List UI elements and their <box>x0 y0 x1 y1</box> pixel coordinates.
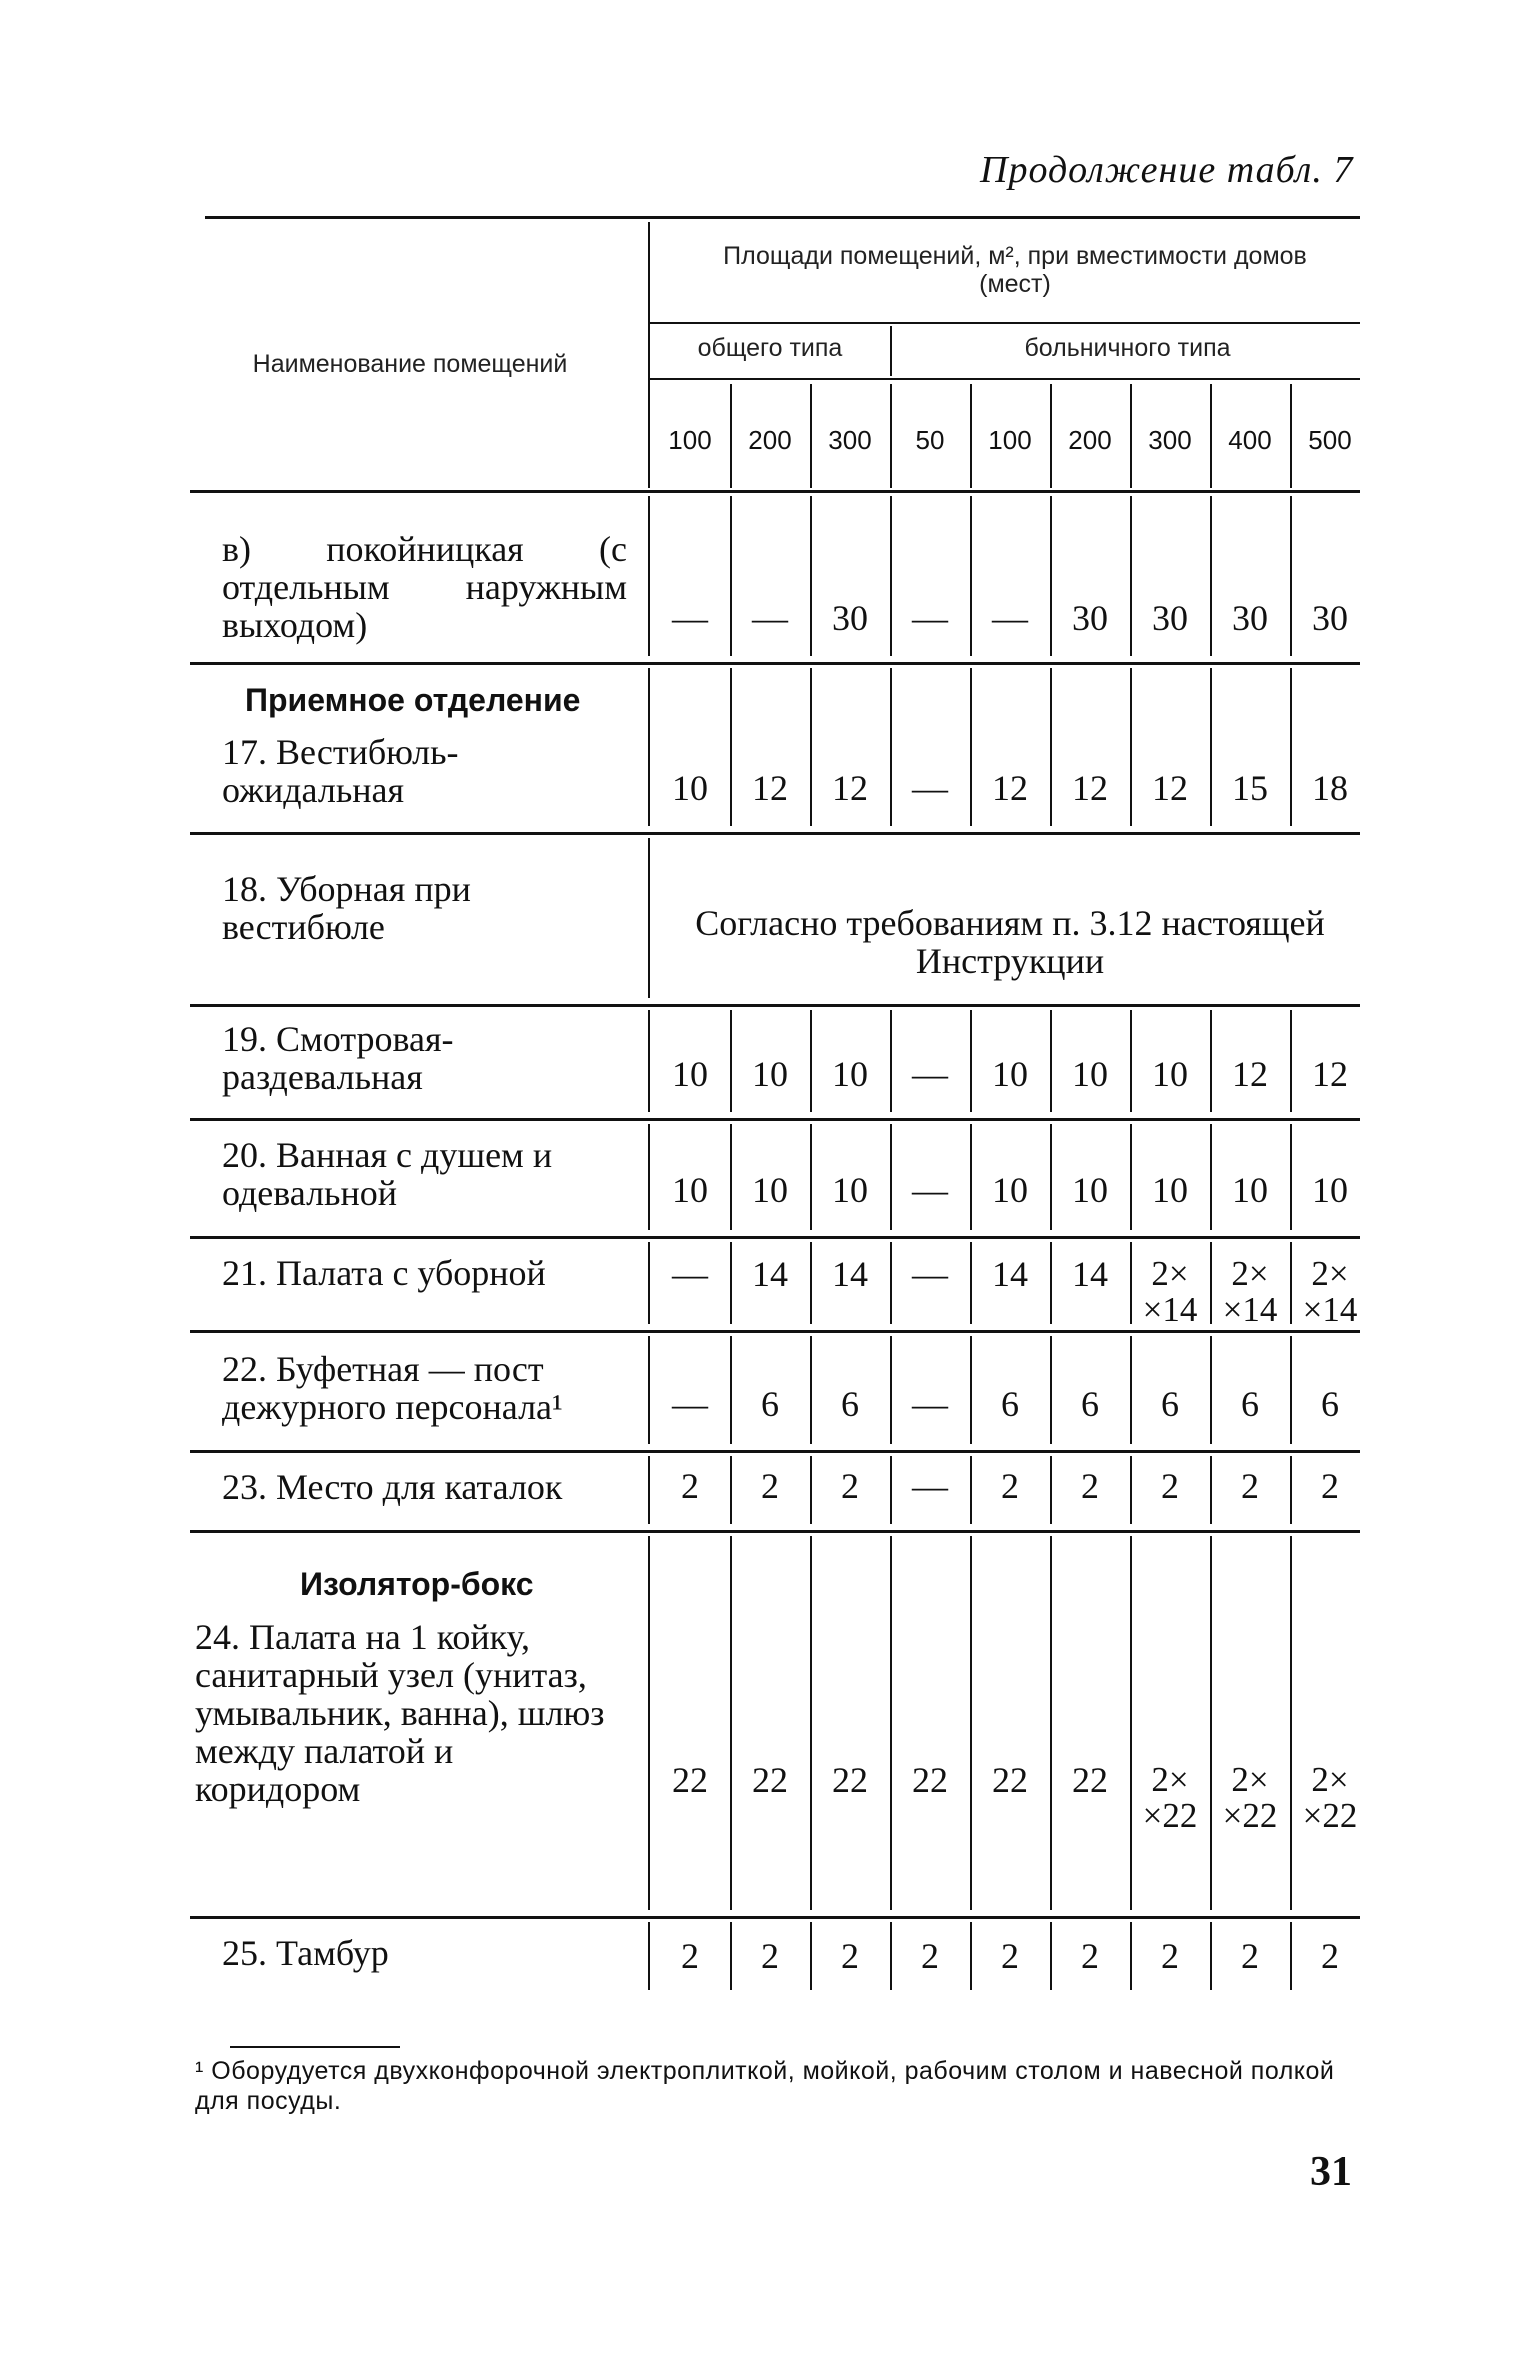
table-cell-value: 10 <box>672 1054 708 1094</box>
row-name-exam: 19. Смотровая-раздевальная <box>222 1019 454 1097</box>
table-cell-value: — <box>912 768 948 808</box>
table-cell-value: 18 <box>1312 768 1348 808</box>
capacity-header: 200 <box>1068 425 1112 455</box>
capacity-header: 200 <box>748 425 792 455</box>
table-cell-value: 2 <box>1081 1936 1099 1976</box>
table-cell-value: — <box>912 1384 948 1424</box>
table-cell-value: 14 <box>992 1254 1028 1294</box>
column-separator <box>890 326 892 376</box>
capacity-header: 300 <box>828 425 872 455</box>
table-cell-value: 30 <box>1232 598 1268 638</box>
footnote-rule <box>230 2046 400 2048</box>
table-top-rule <box>205 216 1360 219</box>
table-cell-value: 2× ×22 <box>1222 1760 1278 1835</box>
table-cell-value: 2 <box>1321 1466 1339 1506</box>
table-cell-value: 30 <box>832 598 868 638</box>
table-cell-value: 6 <box>1001 1384 1019 1424</box>
table-cell-value: 2 <box>921 1936 939 1976</box>
row-rule <box>190 662 1360 665</box>
table-cell-value: 10 <box>992 1054 1028 1094</box>
table-cell-value: 2 <box>1081 1466 1099 1506</box>
table-cell-value: — <box>912 598 948 638</box>
row-name-isolation-ward: 24. Палата на 1 койку, санитарный узел (унитаз, умывальник, ванна), шлюз между палатой и коридором <box>195 1617 605 1809</box>
table-cell-value: 2 <box>681 1936 699 1976</box>
table-cell-value: — <box>992 598 1028 638</box>
area-header: Площади помещений, м², при вместимости домов (мест) <box>723 242 1307 298</box>
table-cell-value: 30 <box>1312 598 1348 638</box>
table-cell-value: 2 <box>1161 1466 1179 1506</box>
row-rule <box>190 1118 1360 1121</box>
column-separator <box>810 1536 812 1910</box>
general-type-header: общего типа <box>697 334 843 362</box>
table-cell-value: 2 <box>761 1936 779 1976</box>
table-cell-value: 22 <box>832 1760 868 1800</box>
row-name-bath: 20. Ванная с душем и одевальной <box>222 1135 553 1213</box>
row-rule <box>190 1330 1360 1333</box>
column-separator <box>1130 1536 1132 1910</box>
table-cell-value: 6 <box>1081 1384 1099 1424</box>
capacity-header: 100 <box>988 425 1032 455</box>
table-cell-value: 10 <box>672 768 708 808</box>
table-cell-value: — <box>672 598 708 638</box>
table-cell-value: 2 <box>1001 1936 1019 1976</box>
section-heading: Приемное отделение <box>245 682 581 718</box>
table-cell-value: 6 <box>761 1384 779 1424</box>
row-rule <box>190 1236 1360 1239</box>
table-cell-value: 2 <box>681 1466 699 1506</box>
table-cell-value: 12 <box>752 768 788 808</box>
header-bottom-rule <box>190 490 1360 493</box>
section-heading: Изолятор-бокс <box>300 1566 534 1602</box>
table-cell-value: 10 <box>1312 1170 1348 1210</box>
table-cell-value: 12 <box>1232 1054 1268 1094</box>
table-cell-value: 14 <box>1072 1254 1108 1294</box>
column-separator <box>1290 1536 1292 1910</box>
table-cell-value: 2× ×22 <box>1142 1760 1198 1835</box>
column-separator <box>648 1536 650 1910</box>
table-cell-value: — <box>912 1254 948 1294</box>
table-cell-value: 2× ×14 <box>1302 1254 1358 1329</box>
capacity-header: 300 <box>1148 425 1192 455</box>
row-name-carts: 23. Место для каталок <box>222 1467 563 1507</box>
table-cell-value: 10 <box>752 1170 788 1210</box>
column-separator <box>1210 1536 1212 1910</box>
column-separator <box>890 1536 892 1910</box>
table-cell-value: 2 <box>1241 1936 1259 1976</box>
row-rule <box>190 1916 1360 1919</box>
table-cell-value: 22 <box>752 1760 788 1800</box>
row-name-ward-toilet: 21. Палата с уборной <box>222 1253 546 1293</box>
table-cell-value: 10 <box>752 1054 788 1094</box>
table-cell-value: — <box>912 1466 948 1506</box>
table-cell-value: — <box>672 1254 708 1294</box>
table-cell-value: 2× ×14 <box>1142 1254 1198 1329</box>
table-continuation-label: Продолжение табл. 7 <box>980 149 1354 191</box>
table-cell-value: 6 <box>1161 1384 1179 1424</box>
table-cell-value: 14 <box>832 1254 868 1294</box>
column-separator <box>730 1536 732 1910</box>
table-cell-value: 2 <box>841 1936 859 1976</box>
row-name-text: в) покойницкая (с отдельным наружным выходом) <box>222 529 627 645</box>
table-cell-value: 14 <box>752 1254 788 1294</box>
table-cell-value: 6 <box>1241 1384 1259 1424</box>
table-cell-value: — <box>912 1170 948 1210</box>
table-cell-value: 2× ×22 <box>1302 1760 1358 1835</box>
table-cell-value: 12 <box>1072 768 1108 808</box>
name-column-header: Наименование помещений <box>252 350 568 378</box>
table-cell-value: 10 <box>1072 1054 1108 1094</box>
row-rule <box>190 1450 1360 1453</box>
table-cell-value: 6 <box>1321 1384 1339 1424</box>
table-cell-value: 2 <box>1161 1936 1179 1976</box>
table-cell-value: 30 <box>1072 598 1108 638</box>
table-cell-value: 22 <box>1072 1760 1108 1800</box>
table-cell-value: 12 <box>832 768 868 808</box>
hospital-type-header: больничного типа <box>1024 334 1231 362</box>
table-cell-value: 22 <box>672 1760 708 1800</box>
table-cell-value: — <box>752 598 788 638</box>
column-separator <box>648 838 650 998</box>
table-cell-value: 2 <box>1241 1466 1259 1506</box>
row-rule <box>190 832 1360 835</box>
row-name-vestibule-tambur: 25. Тамбур <box>222 1933 389 1973</box>
footnote: ¹ Оборудуется двухконфорочной электроплиткой, мойкой, рабочим столом и навесной полкой для посуды. <box>195 2057 1335 2115</box>
column-separator <box>1050 1536 1052 1910</box>
table-cell-value: 10 <box>832 1054 868 1094</box>
table-cell-value: 2 <box>1321 1936 1339 1976</box>
table-cell-value: 10 <box>1152 1170 1188 1210</box>
row-name-morgue <box>222 530 627 644</box>
table-cell-value: 12 <box>1312 1054 1348 1094</box>
row-name-toilet: 18. Уборная при вестибюле <box>222 869 471 947</box>
page-number: 31 <box>1310 2149 1352 2195</box>
row-rule <box>190 1004 1360 1007</box>
table-cell-value: — <box>912 1054 948 1094</box>
table-cell-value: 30 <box>1152 598 1188 638</box>
row-name-buffet: 22. Буфетная — пост дежурного персонала¹ <box>222 1349 563 1427</box>
table-cell-value: 10 <box>992 1170 1028 1210</box>
table-cell-value: 10 <box>672 1170 708 1210</box>
row-name-vestibule: 17. Вестибюль-ожидальная <box>222 732 459 810</box>
capacity-header: 100 <box>668 425 712 455</box>
header-rule-1 <box>650 322 1360 324</box>
table-cell-value: 12 <box>1152 768 1188 808</box>
table-cell-value: — <box>672 1384 708 1424</box>
table-cell-value: 10 <box>1152 1054 1188 1094</box>
header-rule-2 <box>650 378 1360 380</box>
table-cell-value: 22 <box>912 1760 948 1800</box>
table-cell-value: 15 <box>1232 768 1268 808</box>
table-cell-value: 2× ×14 <box>1222 1254 1278 1329</box>
table-cell-value: 10 <box>832 1170 868 1210</box>
table-cell-value: 2 <box>761 1466 779 1506</box>
table-cell-value: 2 <box>841 1466 859 1506</box>
row-rule <box>190 1530 1360 1533</box>
table-cell-value: 10 <box>1072 1170 1108 1210</box>
merged-cell-instruction: Согласно требованиям п. 3.12 настоящей Инструкции <box>695 903 1325 981</box>
capacity-header: 400 <box>1228 425 1272 455</box>
column-separator <box>970 1536 972 1910</box>
table-cell-value: 10 <box>1232 1170 1268 1210</box>
table-cell-value: 12 <box>992 768 1028 808</box>
capacity-header: 500 <box>1308 425 1352 455</box>
table-cell-value: 2 <box>1001 1466 1019 1506</box>
table-cell-value: 6 <box>841 1384 859 1424</box>
capacity-header: 50 <box>915 425 945 455</box>
table-cell-value: 22 <box>992 1760 1028 1800</box>
